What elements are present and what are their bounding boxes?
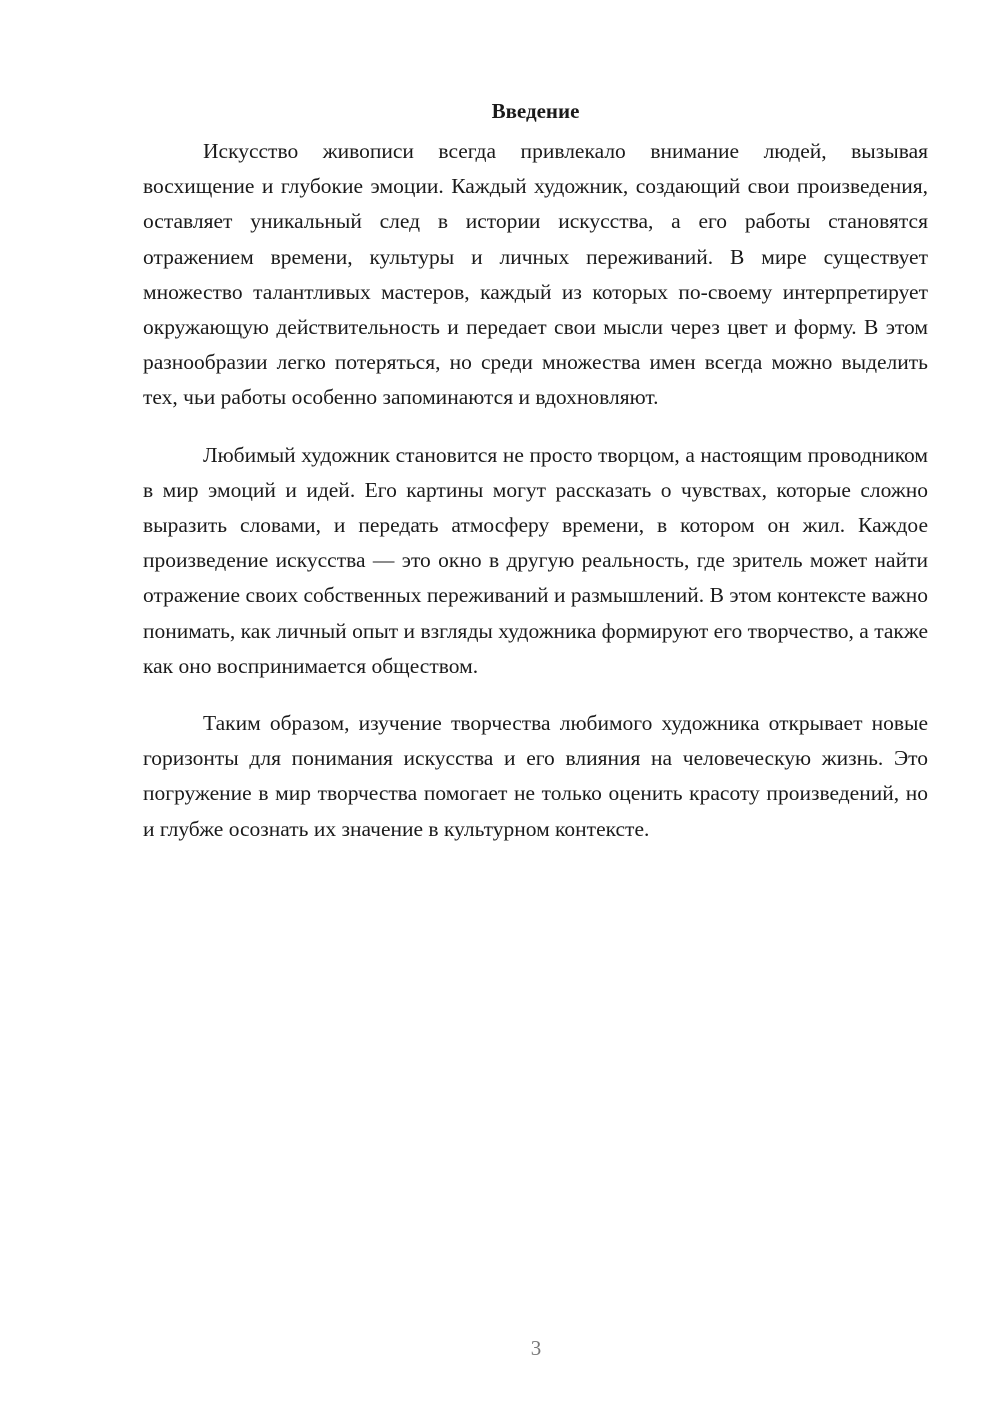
paragraph-2: Любимый художник становится не просто творцом, а настоящим проводником в мир эмоций и идей. Его картины могут рассказать о чувствах, которые сложно выразить словами, и передать атмосферу времени, в котором он жил. Каждое произведение искусства — это окно в другую реальность, где зритель может найти отражение своих собственных переживаний и размышлений. В этом контексте важно понимать, как личный опыт и взгляды художника формируют его творчество, а также как оно воспринимается обществом. (143, 442, 928, 678)
paragraph-3: Таким образом, изучение творчества любимого художника открывает новые горизонты для понимания искусства и его влияния на человеческую жизнь. Это погружение в мир творчества помогает не только оценить красоту произведений, но и глубже осознать их значение в культурном контексте. (143, 711, 928, 841)
section-title: Введение (491, 99, 580, 123)
page-content (143, 94, 928, 869)
page-number: 3 (530, 1336, 542, 1360)
paragraph-1: Искусство живописи всегда привлекало внимание людей, вызывая восхищение и глубокие эмоции. Каждый художник, создающий свои произведения, оставляет уникальный след в истории искусства, а его работы становятся отражением времени, культуры и личных переживаний. В мире существует множество талантливых мастеров, каждый из которых по-своему интерпретирует окружающую действительность и передает свои мысли через цвет и форму. В этом разнообразии легко потеряться, но среди множества имен всегда можно выделить тех, чьи работы особенно запоминаются и вдохновляют. (143, 139, 928, 410)
